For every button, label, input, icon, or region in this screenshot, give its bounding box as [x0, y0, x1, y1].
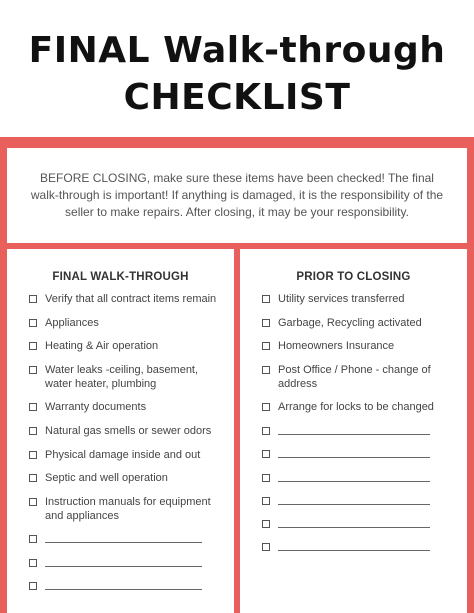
checklist-item [262, 400, 457, 414]
intro-text: BEFORE CLOSING, make sure these items have been checked! The final walk-through is important! If anything is damaged, it is the responsibility of the seller to make repairs. After closing, it may be your responsibility. [30, 171, 444, 219]
checkbox-icon[interactable] [262, 520, 270, 528]
write-in-line[interactable] [45, 566, 202, 567]
checkbox-icon[interactable] [262, 450, 270, 458]
checkbox-icon[interactable] [29, 427, 37, 435]
checkbox-icon[interactable] [29, 559, 37, 567]
title-panel [0, 0, 474, 137]
write-in-line[interactable] [278, 504, 430, 505]
blank-checklist-item [29, 532, 224, 546]
checkbox-icon[interactable] [29, 319, 37, 327]
checkbox-icon[interactable] [29, 535, 37, 543]
checkbox-icon[interactable] [262, 497, 270, 505]
checklist-item-label: Septic and well operation [45, 472, 168, 485]
checklist-item-label: Natural gas smells or sewer odors [45, 424, 212, 437]
write-in-line[interactable] [278, 481, 430, 482]
checklist-item [29, 339, 224, 353]
checklist-item [29, 448, 224, 462]
checkbox-icon[interactable] [29, 366, 37, 374]
final-walkthrough-heading: FINAL WALK-THROUGH [52, 271, 189, 283]
blank-checklist-item [262, 447, 457, 461]
checkbox-icon[interactable] [29, 451, 37, 459]
checkbox-icon[interactable] [262, 543, 270, 551]
checkbox-icon[interactable] [29, 582, 37, 590]
final-walkthrough-column [7, 249, 234, 613]
checklist-item-label: Warranty documents [45, 401, 147, 414]
checkbox-icon[interactable] [262, 474, 270, 482]
write-in-line[interactable] [278, 434, 430, 435]
checkbox-icon[interactable] [29, 295, 37, 303]
blank-checklist-item [262, 494, 457, 508]
checklist-item-label: Physical damage inside and out [45, 448, 201, 461]
checklist-item [29, 363, 224, 391]
prior-to-closing-column [240, 249, 467, 613]
checkbox-icon[interactable] [262, 295, 270, 303]
checkbox-icon[interactable] [262, 403, 270, 411]
checklist-item-label: Garbage, Recycling activated [278, 316, 422, 329]
checkbox-icon[interactable] [29, 342, 37, 350]
checkbox-icon[interactable] [29, 403, 37, 411]
checklist-item [29, 400, 224, 414]
page-title-line-2: CHECKLIST [123, 77, 351, 118]
write-in-line[interactable] [45, 542, 202, 543]
checklist-item [29, 292, 224, 306]
checklist-item [29, 424, 224, 438]
checkbox-icon[interactable] [29, 474, 37, 482]
checkbox-icon[interactable] [29, 498, 37, 506]
checklist-item-label: Post Office / Phone - change of address [278, 363, 431, 390]
checklist-item [262, 292, 457, 306]
blank-checklist-item [262, 517, 457, 531]
checklist-item-label: Arrange for locks to be changed [278, 401, 434, 414]
checklist-item-label: Water leaks -ceiling, basement, water heater, plumbing [45, 363, 199, 390]
checklist-item [262, 363, 457, 391]
checklist-item-label: Appliances [45, 316, 99, 329]
checkbox-icon[interactable] [262, 342, 270, 350]
checkbox-icon[interactable] [262, 427, 270, 435]
checklist-item-label: Instruction manuals for equipment and appliances [45, 495, 211, 522]
intro-panel [7, 148, 467, 243]
write-in-line[interactable] [45, 589, 202, 590]
checklist-item [262, 339, 457, 353]
blank-checklist-item [262, 471, 457, 485]
prior-to-closing-heading: PRIOR TO CLOSING [296, 271, 411, 283]
checklist-item [29, 316, 224, 330]
blank-checklist-item [262, 540, 457, 554]
checklist-item-label: Heating & Air operation [45, 340, 159, 353]
checkbox-icon[interactable] [262, 319, 270, 327]
checklist-item-label: Homeowners Insurance [278, 340, 395, 353]
blank-checklist-item [262, 424, 457, 438]
checklist-item [29, 495, 224, 523]
write-in-line[interactable] [278, 550, 430, 551]
write-in-line[interactable] [278, 527, 430, 528]
checklist-item [29, 471, 224, 485]
checklist-item [262, 316, 457, 330]
page-title-line-1: FINAL Walk-through [28, 30, 446, 71]
checklist-item-label: Verify that all contract items remain [45, 293, 217, 305]
blank-checklist-item [29, 579, 224, 593]
checkbox-icon[interactable] [262, 366, 270, 374]
write-in-line[interactable] [278, 457, 430, 458]
checklist-item-label: Utility services transferred [278, 293, 405, 305]
blank-checklist-item [29, 556, 224, 570]
